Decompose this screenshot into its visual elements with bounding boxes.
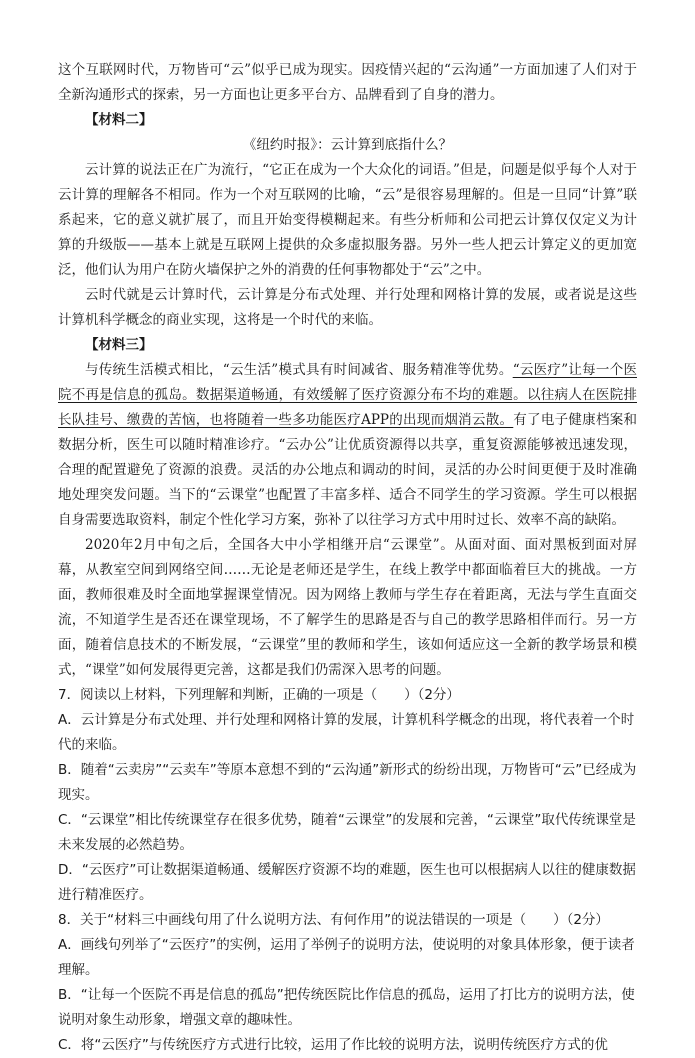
- question-7-option-a: A．云计算是分布式处理、并行处理和网格计算的发展，计算机科学概念的出现，将代表着一个时代的来临。: [58, 712, 635, 753]
- material-2-paragraph-1: 云计算的说法正在广为流行，“它正在成为一个大众化的词语。”但是，问题是似乎每个人对于云计算的理解各不相同。作为一个对互联网的比喻，“云”是很容易理解的。但是一旦同“计算”联系起来，它的意义就扩展了，而且开始变得模糊起来。有些分析师和公司把云计算仅仅定义为计算的升级版——基本上就是互联网上提供的众多虚拟服务器。另外一些人把云计算定义的更加宽泛，他们认为用户在防火墙保护之外的消费的任何事物都处于“云”之中。: [58, 162, 637, 278]
- question-7-stem: 7．阅读以上材料，下列理解和判断，正确的一项是（ ）（2分）: [58, 687, 460, 703]
- question-7-option-b: B．随着“云卖房”“云卖车”等原本意想不到的“云沟通”新形式的纷纷出现，万物皆可“云”已经成为现实。: [58, 762, 637, 803]
- material-2-paragraph-2: 云时代就是云计算时代，云计算是分布式处理、并行处理和网格计算的发展，或者说是这些计算机科学概念的商业实现，这将是一个时代的来临。: [58, 287, 637, 328]
- intro-paragraph: 这个互联网时代，万物皆可“云”似乎已成为现实。因疫情兴起的“云沟通”一方面加速了人们对于全新沟通形式的探索，另一方面也让更多平台方、品牌看到了自身的潜力。: [58, 62, 637, 103]
- material-3-text-b: 有了电子健康档案和数据分析，医生可以随时精准诊疗。“云办公”让优质资源得以共享，重复资源能够被迅速发现，合理的配置避免了资源的浪费。灵活的办公地点和调动的时间，灵活的办公时间更便于及时准确地处理突发问题。当下的“云课堂”也配置了丰富多样、适合不同学生的学习资源。学生可以根据自身需要选取资料，制定个性化学习方案，弥补了以往学习方式中用时过长、效率不高的缺陷。: [58, 412, 637, 528]
- question-8-stem: 8．关于“材料三中画线句用了什么说明方法、有何作用”的说法错误的一项是（ ）（2分）: [58, 912, 609, 928]
- material-3-text-a: 与传统生活模式相比，“云生活”模式具有时间减省、服务精准等优势。: [85, 362, 513, 378]
- material-3-paragraph-1: [58, 358, 637, 533]
- material-3-label: 【材料三】: [85, 337, 153, 353]
- material-2-label: 【材料二】: [85, 112, 153, 128]
- question-7-option-c: C．“云课堂”相比传统课堂存在很多优势，随着“云课堂”的发展和完善，“云课堂”取代传统课堂是未来发展的必然趋势。: [58, 812, 636, 853]
- underlined-sentence: “云医疗”让每一个医院不再是信息的孤岛。数据渠道畅通，有效缓解了医疗资源分布不均的难题。以往病人在医院排长队挂号、缴费的苦恼，也将随着一些多功能医疗APP的出现而烟消云散。: [58, 362, 637, 428]
- question-8-option-a: A．画线句列举了“云医疗”的实例，运用了举例子的说明方法，使说明的对象具体形象，便于读者理解。: [58, 937, 635, 978]
- material-3-paragraph-2: 2020年2月中旬之后，全国各大中小学相继开启“云课堂”。从面对面、面对黑板到面对屏幕，从教室空间到网络空间……无论是老师还是学生，在线上教学中都面临着巨大的挑战。一方面，教师很难及时全面地掌握课堂情况。因为网络上教师与学生存在着距离，无法与学生直面交流，不知道学生是否还在课堂现场，不了解学生的思路是否与自己的教学思路相伴而行。另一方面，随着信息技术的不断发展，“云课堂”里的教师和学生，该如何适应这一全新的教学场景和模式，“课堂”如何发展得更完善，这都是我们仍需深入思考的问题。: [58, 537, 637, 678]
- question-8-option-b: B．“让每一个医院不再是信息的孤岛”把传统医院比作信息的孤岛，运用了打比方的说明方法，使说明对象生动形象，增强文章的趣味性。: [58, 987, 635, 1028]
- question-8-option-c: C．将“云医疗”与传统医疗方式进行比较，运用了作比较的说明方法，说明传统医疗方式的优: [58, 1037, 608, 1053]
- question-7-option-d: D．“云医疗”可让数据渠道畅通、缓解医疗资源不均的难题，医生也可以根据病人以往的健康数据进行精准医疗。: [58, 862, 636, 903]
- material-2-title: 《纽约时报》：云计算到底指什么？: [242, 137, 453, 153]
